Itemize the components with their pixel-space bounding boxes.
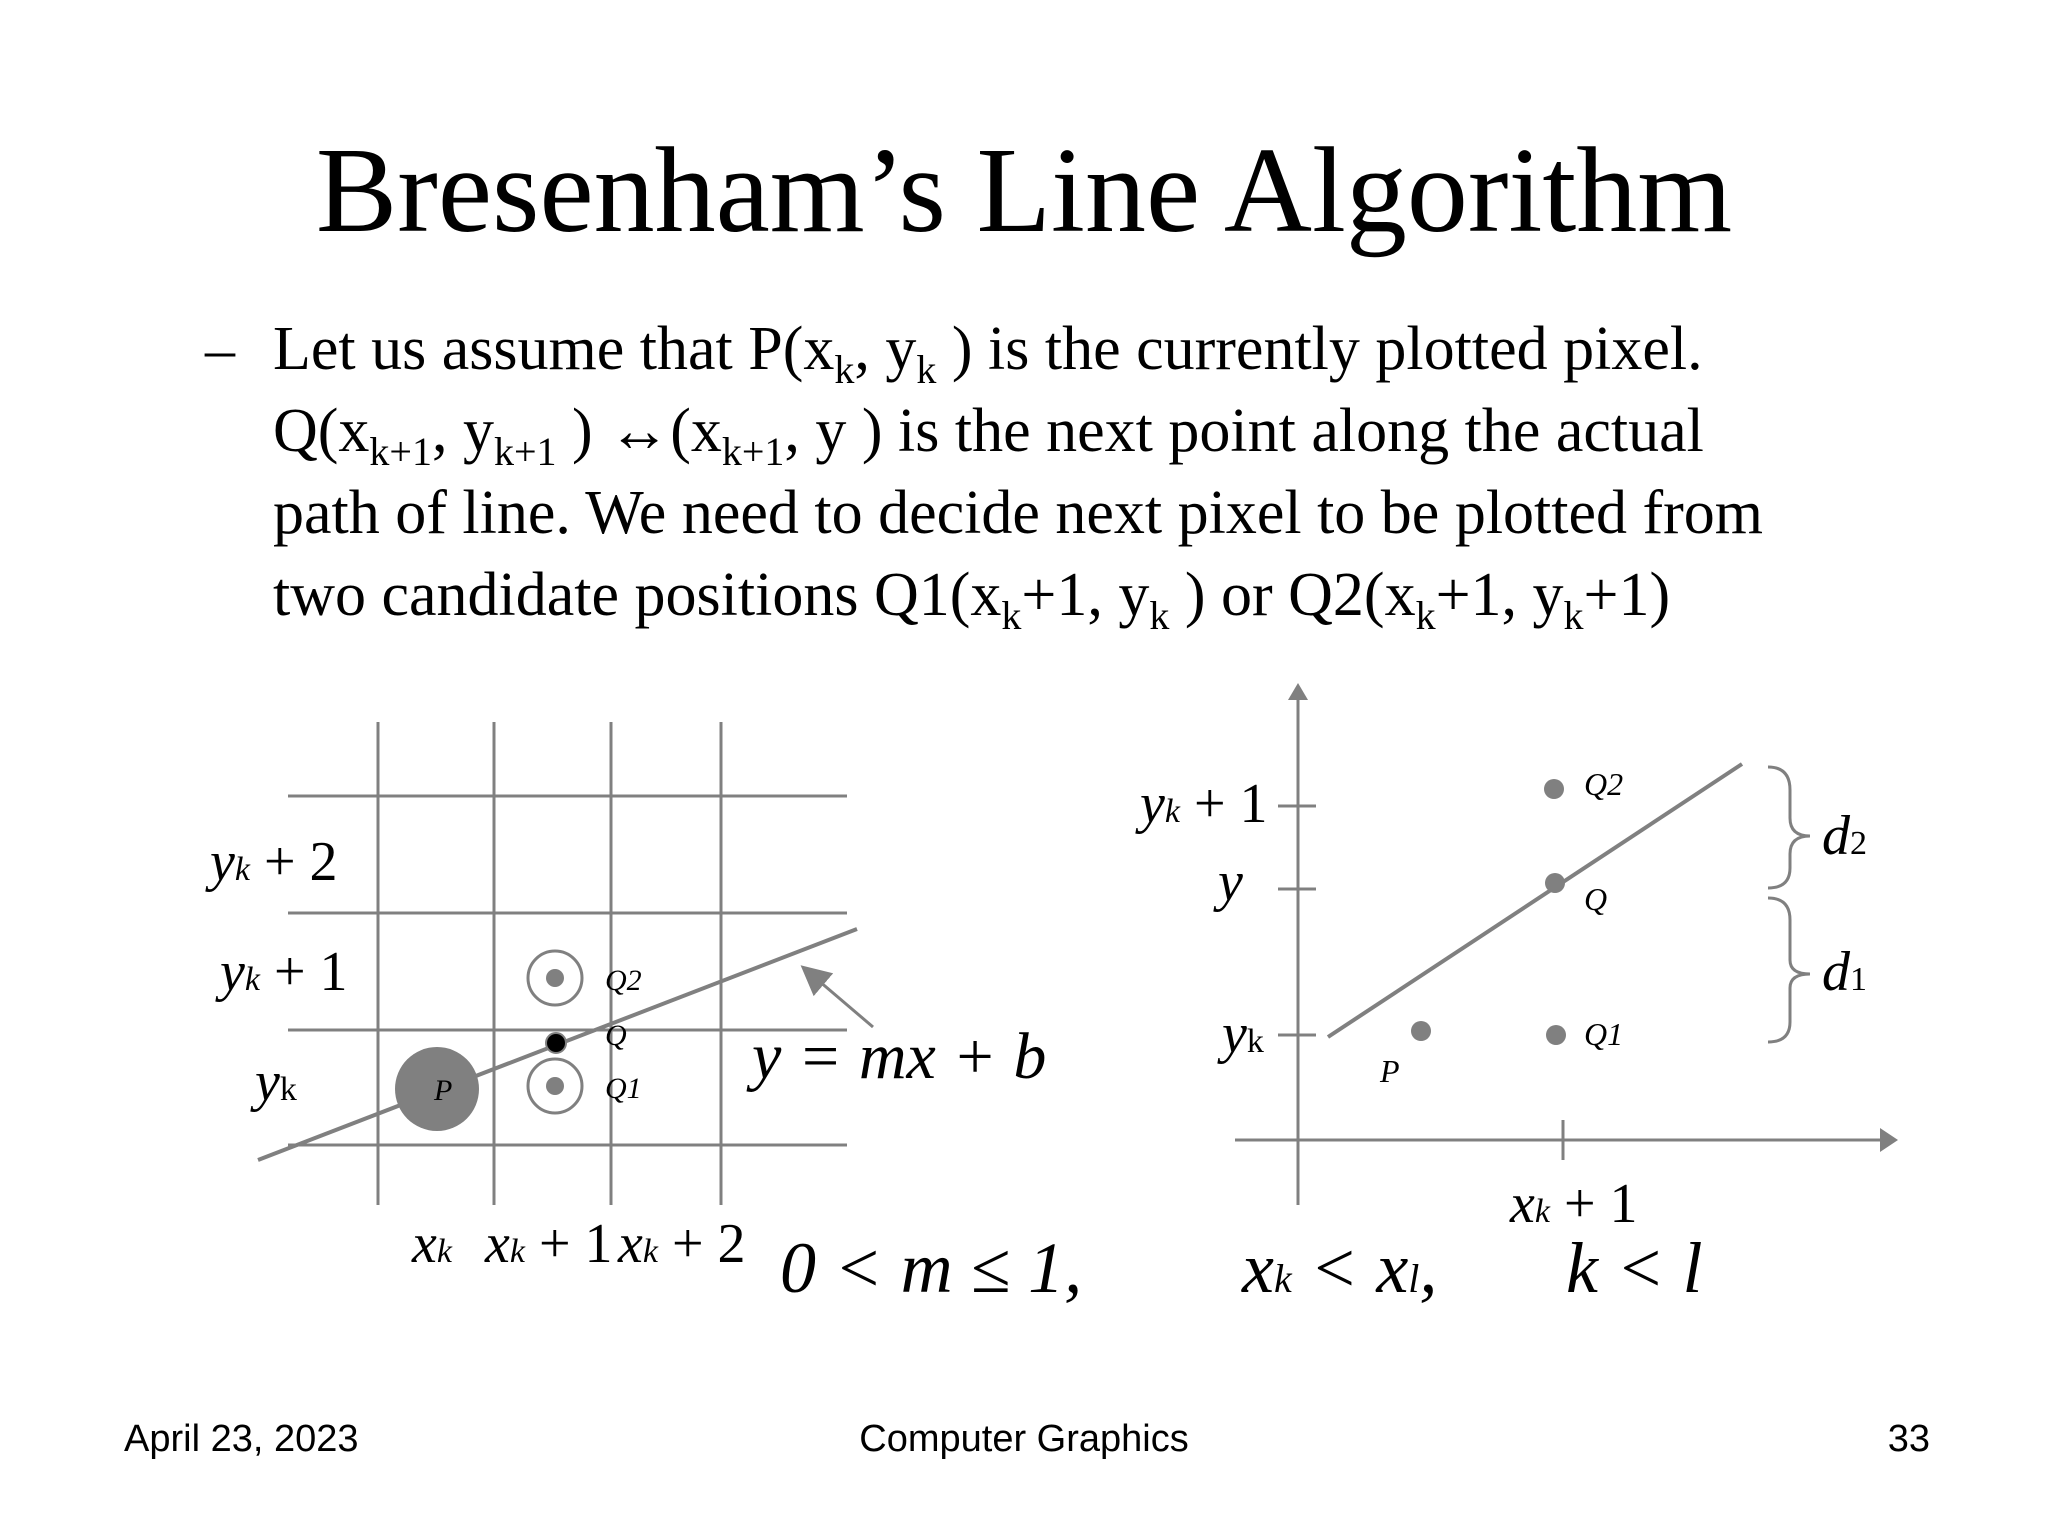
right-label-p: P [1380,1053,1400,1089]
bullet-line-2: $Q(x_{k+1}$, $y_{k+1}$ ) $\leftrightarrow(x_{k+1}$, y ) is the next point along the actual [273,397,1704,474]
right-x-axis-arrow-icon [1880,1128,1898,1152]
footer-course: Computer Graphics [859,1418,1189,1460]
condition-k-order: k < l [1566,1228,1703,1308]
right-point-q2 [1544,779,1564,799]
left-label-q1: Q1 [605,1072,642,1105]
left-label-yk-plus-1: yk + 1 [220,941,348,1003]
right-label-yk: yk [1222,1003,1264,1065]
bullet-line-4: two candidate positions $Q1(x_k+1$, $y_k$ ) or $Q2(x_k+1$, $y_k+1$) [273,561,1671,638]
brace-d1 [1768,898,1810,1042]
left-label-q2: Q2 [605,964,642,997]
condition-slope: 0 < m ≤ 1, [780,1228,1083,1308]
footer-date: April 23, 2023 [124,1418,359,1460]
equation-y-mx-b: y = mx + b [752,1020,1047,1093]
right-y-axis-arrow-icon [1288,683,1308,700]
left-candidate-q1 [528,1059,582,1113]
left-candidate-q2 [528,951,582,1005]
left-label-yk-plus-2: yk + 2 [210,831,338,893]
right-point-p [1411,1021,1431,1041]
left-label-xk: xk [412,1213,452,1275]
left-point-q [546,1033,566,1053]
brace-d2 [1768,767,1810,888]
footer-page-number: 33 [1887,1418,1930,1460]
condition-x-order: xk < xl, [1242,1228,1438,1308]
right-axes [1235,700,1880,1205]
right-label-xk-plus-1: xk + 1 [1510,1173,1638,1235]
label-d2: d2 [1822,805,1867,867]
bullet-marker: – [205,316,235,382]
left-label-q: Q [605,1019,627,1052]
right-point-q1 [1546,1025,1566,1045]
right-label-q: Q [1584,881,1608,917]
left-label-xk-plus-2: xk + 2 [618,1213,746,1275]
right-label-q2: Q2 [1584,766,1624,802]
left-label-xk-plus-1: xk + 1 [485,1213,613,1275]
left-label-p: P [434,1074,453,1107]
slide-title: Bresenham’s Line Algorithm [315,123,1733,258]
right-label-y: y [1218,851,1243,913]
bullet-line-1: Let us assume that $P(x_k$, $y_k$ ) is the currently plotted pixel. [273,315,1703,392]
left-label-yk: yk [255,1051,297,1113]
right-label-yk-plus-1: yk + 1 [1140,773,1268,835]
bullet-line-3: path of line. We need to decide next pixel to be plotted from [273,479,1764,547]
label-d1: d1 [1822,941,1867,1003]
right-label-q1: Q1 [1584,1016,1624,1052]
right-point-q [1545,873,1565,893]
right-line [1328,764,1742,1037]
